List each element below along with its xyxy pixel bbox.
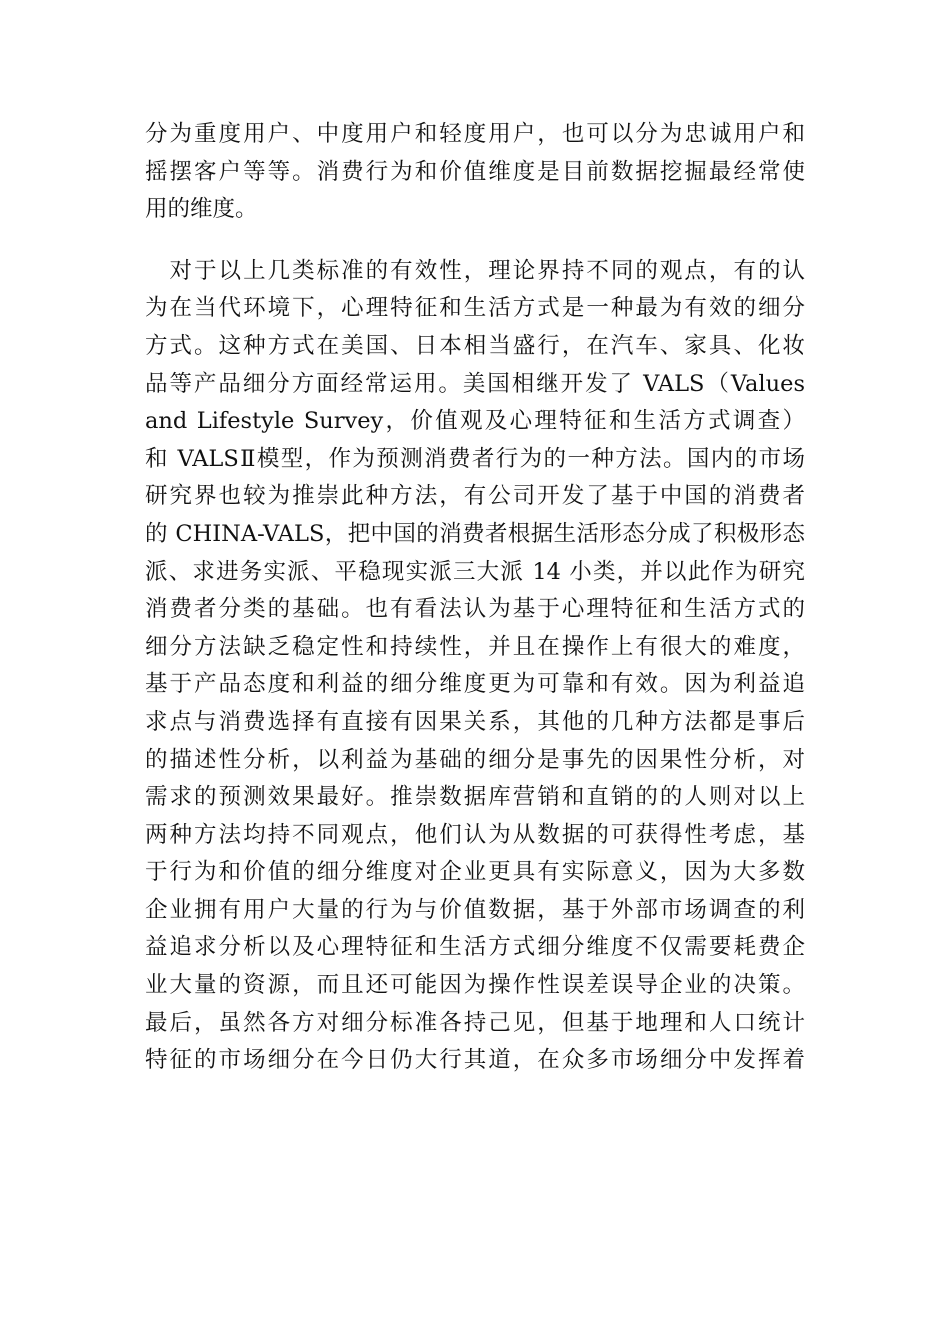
text-line: 最后，虽然各方对细分标准各持己见，但基于地理和人口统计 bbox=[145, 1009, 805, 1036]
text-line: 于行为和价值的细分维度对企业更具有实际意义，因为大多数 bbox=[145, 859, 805, 886]
text-line: 方式。这种方式在美国、日本相当盛行，在汽车、家具、化妆 bbox=[145, 332, 805, 359]
text-line: 特征的市场细分在今日仍大行其道，在众多市场细分中发挥着 bbox=[145, 1047, 805, 1074]
body-text bbox=[145, 116, 805, 1080]
paragraph-2 bbox=[145, 253, 805, 1080]
text-line: 业大量的资源，而且还可能因为操作性误差误导企业的决策。 bbox=[145, 972, 805, 999]
text-line: and Lifestyle Survey，价值观及心理特征和生活方式调查） bbox=[145, 408, 805, 435]
paragraph-spacing bbox=[145, 229, 805, 253]
text-line: 品等产品细分方面经常运用。美国相继开发了 VALS（Values bbox=[145, 370, 805, 397]
text-line: 企业拥有用户大量的行为与价值数据，基于外部市场调查的利 bbox=[145, 896, 805, 923]
paragraph-1 bbox=[145, 116, 805, 229]
text-line: 细分方法缺乏稳定性和持续性，并且在操作上有很大的难度， bbox=[145, 633, 805, 660]
text-line: 的 CHINA-VALS，把中国的消费者根据生活形态分成了积极形态 bbox=[145, 520, 805, 547]
text-line: 分为重度用户、中度用户和轻度用户，也可以分为忠诚用户和 bbox=[145, 121, 805, 147]
text-line: 用的维度。 bbox=[145, 196, 258, 223]
text-line: 需求的预测效果最好。推崇数据库营销和直销的的人则对以上 bbox=[145, 784, 805, 811]
text-line: 研究界也较为推崇此种方法，有公司开发了基于中国的消费者 bbox=[145, 483, 805, 510]
text-line: 和 VALSⅡ模型，作为预测消费者行为的一种方法。国内的市场 bbox=[145, 445, 805, 472]
text-line: 两种方法均持不同观点，他们认为从数据的可获得性考虑，基 bbox=[145, 821, 805, 848]
text-line: 为在当代环境下，心理特征和生活方式是一种最为有效的细分 bbox=[145, 295, 805, 322]
text-line: 派、求进务实派、平稳现实派三大派 14 小类，并以此作为研究 bbox=[145, 558, 805, 585]
text-line: 基于产品态度和利益的细分维度更为可靠和有效。因为利益追 bbox=[145, 671, 805, 698]
text-line: 对于以上几类标准的有效性，理论界持不同的观点，有的认 bbox=[145, 257, 805, 284]
text-line: 的描述性分析，以利益为基础的细分是事先的因果性分析，对 bbox=[145, 746, 805, 773]
text-line: 求点与消费选择有直接有因果关系，其他的几种方法都是事后 bbox=[145, 708, 805, 735]
text-line: 摇摆客户等等。消费行为和价值维度是目前数据挖掘最经常使 bbox=[145, 158, 805, 185]
text-line: 消费者分类的基础。也有看法认为基于心理特征和生活方式的 bbox=[145, 596, 805, 623]
text-line: 益追求分析以及心理特征和生活方式细分维度不仅需要耗费企 bbox=[145, 934, 805, 961]
